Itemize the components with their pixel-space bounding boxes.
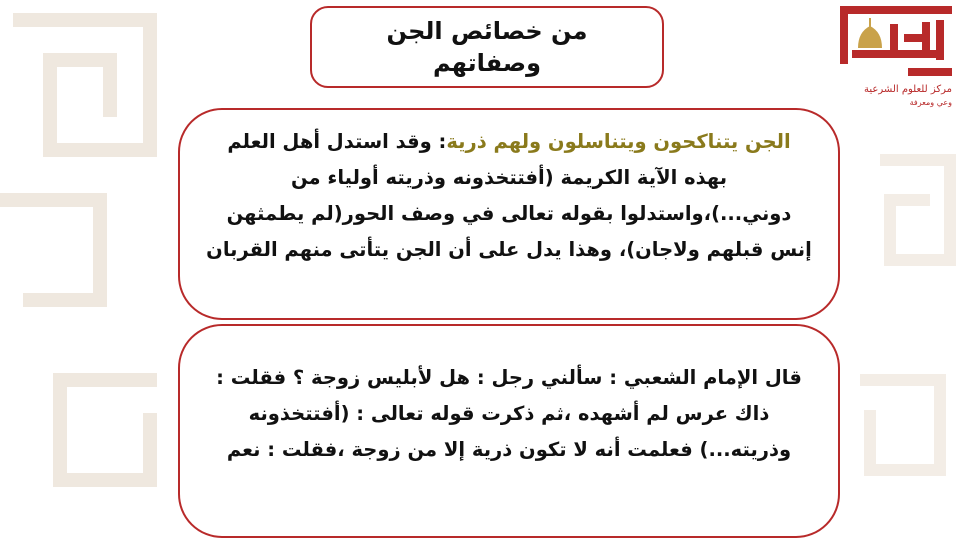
card2-text: قال الإمام الشعبي : سألني رجل : هل لأبليس زوجة ؟ فقلت : ذاك عرس لم أشهده ،ثم ذكرت قوله تعالى : (أفتتخذونه وذريته...) فعلمت أنه لا تكون ذرية إلا من زوجة ،فقلت : نعم: [216, 366, 802, 461]
card1-highlight: الجن يتناكحون ويتناسلون ولهم ذرية: [446, 130, 791, 153]
logo: [838, 4, 956, 107]
logo-tagline: وعي ومعرفة: [909, 98, 952, 107]
logo-mark-icon: [838, 4, 956, 82]
logo-subtitle: مركز للعلوم الشرعية: [864, 84, 952, 95]
content-card-1: [178, 108, 840, 320]
title-box: [310, 6, 664, 88]
content-card-2: [178, 324, 840, 538]
title-line-1: من خصائص الجن: [386, 17, 588, 45]
card1-text: : وقد استدل أهل العلم بهذه الآية الكريمة (أفتتخذونه وذريته أولياء من دوني...)،واستدلوا بقوله تعالى في وصف الحور(لم يطمثهن إنس قبلهم ولاجان)، وهذا يدل على أن الجن يتأتى منهم القربان: [206, 130, 812, 261]
title-line-2: وصفاتهم: [432, 49, 542, 77]
